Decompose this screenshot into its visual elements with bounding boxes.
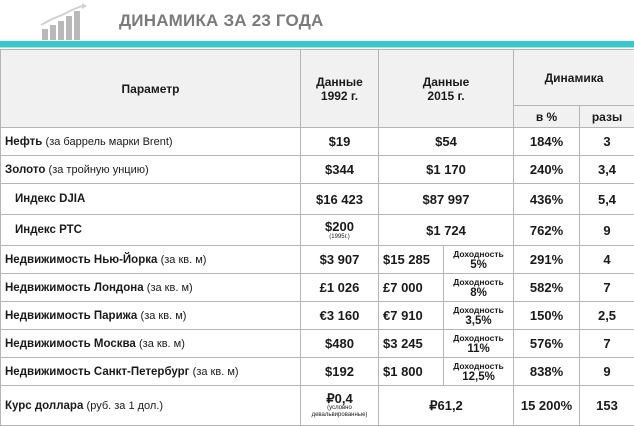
table-row [1, 128, 634, 156]
yield-value: 3,5% [465, 315, 491, 327]
row-note: (за кв. м) [141, 310, 187, 322]
row-note: (руб. за 1 дол.) [87, 400, 164, 412]
row-percent: 576% [514, 330, 580, 358]
row-2015: $1 724 [379, 215, 514, 246]
row-param [1, 246, 301, 274]
row-param [1, 156, 301, 184]
row-percent: 184% [514, 128, 580, 156]
row-percent: 436% [514, 184, 580, 215]
header-1992-line1: Данные [316, 75, 363, 89]
row-note: (за кв. м) [193, 366, 239, 378]
table-row [1, 156, 634, 184]
bar-chart-icon [40, 3, 88, 41]
row-2015: ₽61,2 [379, 386, 514, 426]
row-yield [444, 246, 514, 274]
row-times: 3 [580, 128, 634, 156]
row-param [1, 386, 301, 426]
row-2015: $1 800 [379, 358, 444, 386]
row-name: Недвижимость Санкт-Петербург [5, 366, 189, 378]
row-1992: €3 160 [301, 302, 379, 330]
row-1992: $16 423 [301, 184, 379, 215]
row-note: (за кв. м) [139, 338, 185, 350]
row-percent: 15 200% [514, 386, 580, 426]
row-1992: $344 [301, 156, 379, 184]
row-param [1, 184, 301, 215]
row-percent: 291% [514, 246, 580, 274]
yield-label: Доходность [453, 333, 503, 343]
row-1992-value: $200 [325, 219, 354, 234]
table-row [1, 358, 634, 386]
row-1992: $19 [301, 128, 379, 156]
row-name: Нефть [5, 136, 42, 148]
row-name: Недвижимость Парижа [5, 310, 137, 322]
row-2015: $87 997 [379, 184, 514, 215]
row-times: 153 [580, 386, 634, 426]
yield-label: Доходность [453, 277, 503, 287]
row-2015: $1 170 [379, 156, 514, 184]
header-dynamics: Динамика [514, 50, 634, 106]
yield-label: Доходность [453, 361, 503, 371]
row-note: (за кв. м) [161, 254, 207, 266]
table-row [1, 274, 634, 302]
row-1992: $480 [301, 330, 379, 358]
header-1992-line2: 1992 г. [321, 89, 358, 103]
row-name: Золото [5, 164, 45, 176]
row-percent: 582% [514, 274, 580, 302]
yield-value: 11% [467, 343, 489, 355]
header-percent: в % [514, 106, 580, 128]
header-row [1, 50, 634, 106]
table-row [1, 330, 634, 358]
row-1992 [301, 386, 379, 426]
row-param [1, 128, 301, 156]
row-percent: 762% [514, 215, 580, 246]
table-row [1, 246, 634, 274]
row-times: 2,5 [580, 302, 634, 330]
row-yield [444, 358, 514, 386]
row-2015: €7 910 [379, 302, 444, 330]
row-yield [444, 330, 514, 358]
row-1992-note: (1995г.) [301, 234, 378, 241]
header-param: Параметр [1, 50, 301, 128]
row-times: 4 [580, 246, 634, 274]
page-title: ДИНАМИКА ЗА 23 ГОДА [119, 11, 324, 31]
row-param [1, 330, 301, 358]
yield-value: 5% [470, 259, 487, 271]
row-times: 7 [580, 274, 634, 302]
table-row [1, 215, 634, 246]
row-name: Недвижимость Москва [5, 338, 136, 350]
row-note: (за кв. м) [147, 282, 193, 294]
row-times: 5,4 [580, 184, 634, 215]
table-row [1, 386, 634, 426]
header-1992 [301, 50, 379, 128]
row-times: 9 [580, 215, 634, 246]
row-1992 [301, 215, 379, 246]
yield-label: Доходность [453, 249, 503, 259]
row-1992: £1 026 [301, 274, 379, 302]
row-param [1, 215, 301, 246]
row-2015: $15 285 [379, 246, 444, 274]
row-name: Недвижимость Нью-Йорка [5, 254, 157, 266]
row-times: 9 [580, 358, 634, 386]
row-1992-value: ₽0,4 [326, 391, 352, 406]
yield-label: Доходность [453, 305, 503, 315]
table-row [1, 184, 634, 215]
row-yield [444, 274, 514, 302]
row-2015: $54 [379, 128, 514, 156]
row-times: 7 [580, 330, 634, 358]
row-percent: 150% [514, 302, 580, 330]
row-name: Индекс РТС [15, 224, 82, 236]
row-note: (за баррель марки Brent) [46, 136, 173, 148]
row-1992: $192 [301, 358, 379, 386]
row-param [1, 274, 301, 302]
table-row [1, 302, 634, 330]
row-name: Курс доллара [5, 400, 83, 412]
row-times: 3,4 [580, 156, 634, 184]
row-note: (за тройную унцию) [49, 164, 149, 176]
yield-value: 12,5% [462, 371, 495, 383]
row-name: Индекс DJIA [15, 193, 85, 205]
header-2015-line1: Данные [423, 75, 470, 89]
row-param [1, 302, 301, 330]
page-header [0, 0, 634, 44]
row-param [1, 358, 301, 386]
row-1992-note: (условно девальвированные) [301, 405, 378, 419]
yield-value: 8% [470, 287, 487, 299]
row-2015: £7 000 [379, 274, 444, 302]
row-name: Недвижимость Лондона [5, 282, 144, 294]
header-2015-line2: 2015 г. [427, 89, 464, 103]
row-2015: $3 245 [379, 330, 444, 358]
header-2015 [379, 50, 514, 128]
row-percent: 838% [514, 358, 580, 386]
row-yield [444, 302, 514, 330]
row-1992: $3 907 [301, 246, 379, 274]
row-percent: 240% [514, 156, 580, 184]
header-times: разы [580, 106, 634, 128]
accent-line [0, 47, 634, 48]
dynamics-table [0, 49, 634, 426]
